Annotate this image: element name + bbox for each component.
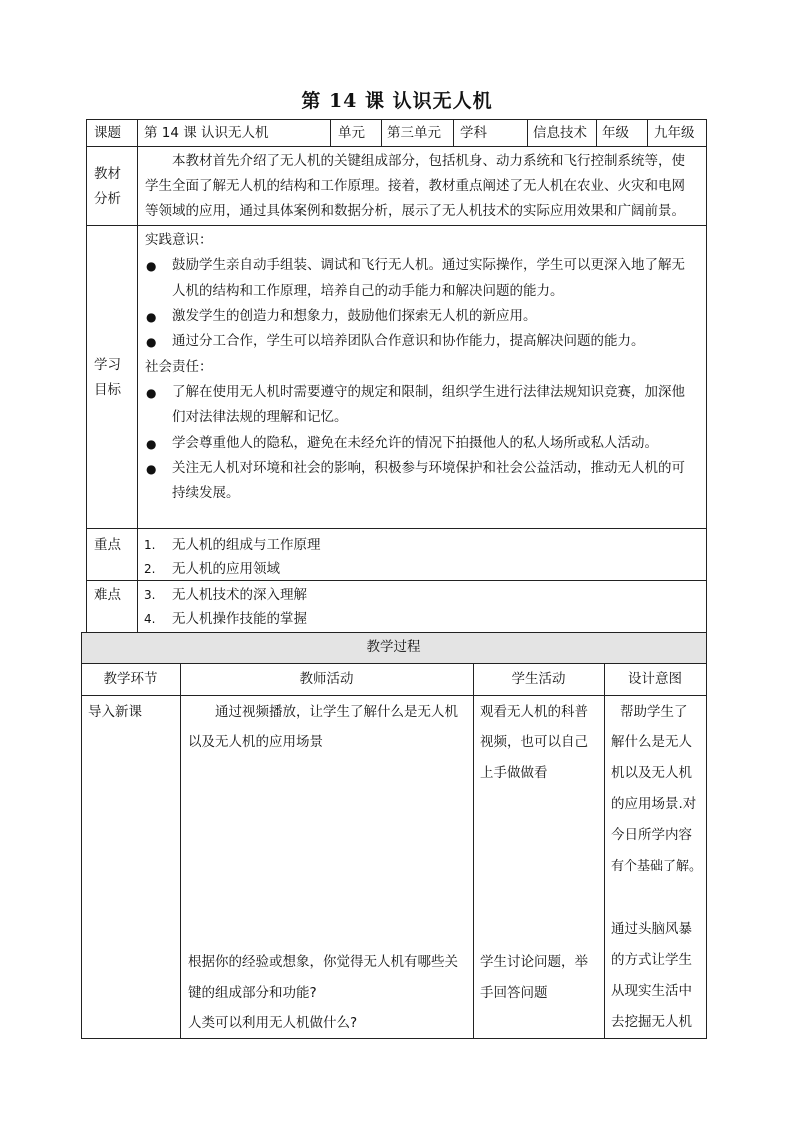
social-item-line: 持续发展。 [172,485,240,501]
teacher-activity-line: 以及无人机的应用场景 [188,734,323,750]
key-points-label: 重点 [94,537,121,553]
column-header-intent: 设计意图 [628,671,682,687]
practice-item-line: 人机的结构和工作原理，培养自己的动手能力和解决问题的能力。 [172,283,564,299]
intent-line: 通过头脑风暴 [611,921,692,937]
column-header-teacher: 教师活动 [299,671,354,687]
teacher-activity-line: 键的组成部分和功能? [188,985,317,1001]
difficult-point-number: 3. [144,588,156,602]
key-point-number: 1. [144,538,156,552]
key-point-text: 无人机的组成与工作原理 [172,537,321,553]
intent-line: 机以及无人机 [611,765,692,781]
bullet-icon: ● [146,259,157,273]
social-item-line: 们对法律法规的理解和记忆。 [172,409,348,425]
key-point-text: 无人机的应用领域 [172,561,280,577]
social-heading: 社会责任： [145,359,213,375]
goals-label-line2: 目标 [94,382,121,398]
unit-value: 第三单元 [387,125,441,141]
analysis-text-line: 本教材首先介绍了无人机的关键组成部分，包括机身、动力系统和飞行控制系统等，使 [172,153,685,169]
bullet-icon: ● [146,310,157,324]
analysis-label-line2: 分析 [94,191,121,207]
intent-line: 有个基础了解。 [611,859,703,874]
process-heading: 教学过程 [366,639,421,655]
difficult-point-text: 无人机操作技能的掌握 [172,611,307,627]
intent-line: 去挖掘无人机 [611,1014,692,1030]
social-item-line: 学会尊重他人的隐私，避免在未经允许的情况下拍摄他人的私人场所或私人活动。 [172,435,658,451]
practice-item-line: 鼓励学生亲自动手组装、调试和飞行无人机。通过实际操作，学生可以更深入地了解无 [172,257,685,273]
practice-heading: 实践意识： [145,232,213,248]
stage-label: 导入新课 [88,704,142,720]
bullet-icon: ● [146,335,157,349]
social-item-line: 了解在使用无人机时需要遵守的规定和限制，组织学生进行法律法规知识竞赛，加深他 [172,384,685,400]
lesson-value: 第 14 课 认识无人机 [144,125,269,141]
student-activity-line: 观看无人机的科普 [480,704,588,720]
student-activity-line: 学生讨论问题，举 [480,954,588,970]
subject-label: 学科 [460,125,487,141]
column-header-stage: 教学环节 [103,671,158,687]
analysis-text-line: 学生全面了解无人机的结构和工作原理。接着，教材重点阐述了无人机在农业、火灾和电网 [145,178,685,194]
practice-item-line: 通过分工合作，学生可以培养团队合作意识和协作能力，提高解决问题的能力。 [172,333,645,349]
column-header-student: 学生活动 [511,671,566,687]
intent-line: 解什么是无人 [611,734,692,750]
teacher-activity-line: 人类可以利用无人机做什么? [188,1015,358,1031]
teacher-activity-line: 通过视频播放，让学生了解什么是无人机 [215,704,458,720]
subject-value: 信息技术 [533,125,587,141]
difficult-points-label: 难点 [94,587,121,603]
intent-line: 帮助学生了 [620,704,688,720]
intent-line: 的方式让学生 [611,952,692,968]
student-activity-line: 上手做做看 [480,765,548,781]
intent-line: 今日所学内容 [611,827,692,843]
bullet-icon: ● [146,462,157,476]
unit-label: 单元 [338,125,365,141]
grade-value: 九年级 [654,125,695,141]
difficult-point-number: 4. [144,612,156,626]
bullet-icon: ● [146,437,157,451]
goals-label-line1: 学习 [94,357,121,373]
grade-label: 年级 [602,125,629,141]
teacher-activity-line: 根据你的经验或想象，你觉得无人机有哪些关 [188,954,458,970]
analysis-label-line1: 教材 [94,166,121,182]
intent-line: 的应用场景.对 [611,796,697,812]
practice-item-line: 激发学生的创造力和想象力，鼓励他们探索无人机的新应用。 [172,308,537,324]
analysis-text-line: 等领域的应用，通过具体案例和数据分析，展示了无人机技术的实际应用效果和广阔前景。 [145,203,685,219]
student-activity-line: 手回答问题 [480,985,548,1001]
social-item-line: 关注无人机对环境和社会的影响，积极参与环境保护和社会公益活动，推动无人机的可 [172,460,685,476]
bullet-icon: ● [146,386,157,400]
key-point-number: 2. [144,562,156,576]
page-title: 第 14 课 认识无人机 [301,90,493,112]
lesson-label: 课题 [94,125,121,141]
student-activity-line: 视频，也可以自己 [480,734,588,750]
difficult-point-text: 无人机技术的深入理解 [172,587,307,603]
intent-line: 从现实生活中 [611,983,692,999]
